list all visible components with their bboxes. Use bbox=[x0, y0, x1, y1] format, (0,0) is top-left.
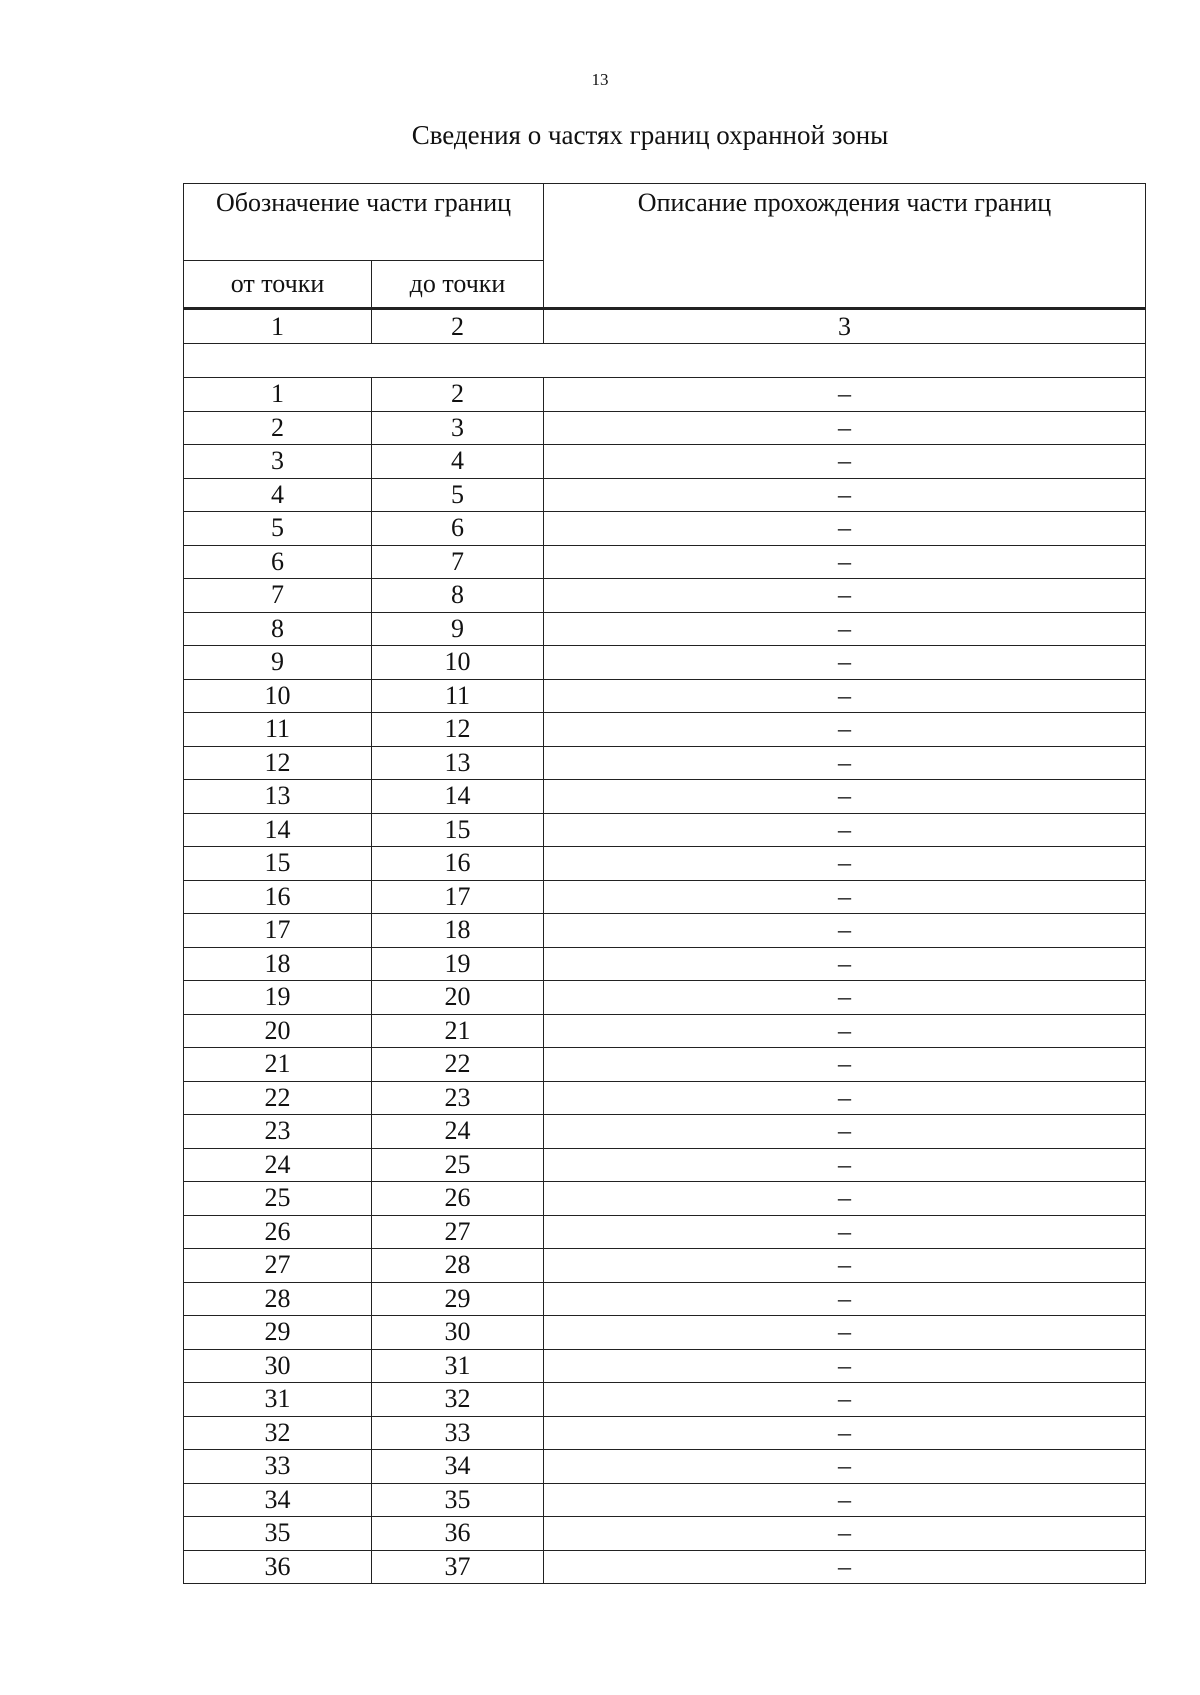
from-point-cell: 15 bbox=[184, 847, 372, 881]
from-point-cell: 28 bbox=[184, 1282, 372, 1316]
table-row bbox=[184, 1517, 1146, 1551]
from-point-cell: 4 bbox=[184, 478, 372, 512]
table-row bbox=[184, 411, 1146, 445]
from-point-cell: 25 bbox=[184, 1182, 372, 1216]
from-point-cell: 17 bbox=[184, 914, 372, 948]
table-row bbox=[184, 780, 1146, 814]
to-point-cell: 25 bbox=[372, 1148, 544, 1182]
description-cell: – bbox=[544, 445, 1146, 479]
to-point-cell: 3 bbox=[372, 411, 544, 445]
description-cell: – bbox=[544, 1483, 1146, 1517]
description-cell: – bbox=[544, 545, 1146, 579]
to-point-cell: 37 bbox=[372, 1550, 544, 1584]
description-cell: – bbox=[544, 746, 1146, 780]
to-point-cell: 35 bbox=[372, 1483, 544, 1517]
from-point-cell: 31 bbox=[184, 1383, 372, 1417]
table-row bbox=[184, 545, 1146, 579]
description-cell: – bbox=[544, 1081, 1146, 1115]
from-point-cell: 8 bbox=[184, 612, 372, 646]
from-point-cell: 3 bbox=[184, 445, 372, 479]
column-number: 1 bbox=[184, 309, 372, 344]
description-cell: – bbox=[544, 1349, 1146, 1383]
from-point-cell: 16 bbox=[184, 880, 372, 914]
to-point-cell: 16 bbox=[372, 847, 544, 881]
column-number-row bbox=[184, 309, 1146, 344]
table-row bbox=[184, 1014, 1146, 1048]
description-cell: – bbox=[544, 1282, 1146, 1316]
table-row bbox=[184, 813, 1146, 847]
to-point-cell: 15 bbox=[372, 813, 544, 847]
from-point-cell: 5 bbox=[184, 512, 372, 546]
to-point-cell: 31 bbox=[372, 1349, 544, 1383]
table-row bbox=[184, 713, 1146, 747]
from-point-cell: 14 bbox=[184, 813, 372, 847]
from-point-cell: 7 bbox=[184, 579, 372, 613]
description-cell: – bbox=[544, 780, 1146, 814]
table-row bbox=[184, 981, 1146, 1015]
table-row bbox=[184, 646, 1146, 680]
table-row bbox=[184, 512, 1146, 546]
from-point-cell: 32 bbox=[184, 1416, 372, 1450]
to-point-cell: 27 bbox=[372, 1215, 544, 1249]
description-cell: – bbox=[544, 1517, 1146, 1551]
from-point-cell: 23 bbox=[184, 1115, 372, 1149]
description-cell: – bbox=[544, 612, 1146, 646]
to-point-cell: 6 bbox=[372, 512, 544, 546]
table-row bbox=[184, 679, 1146, 713]
description-cell: – bbox=[544, 1383, 1146, 1417]
empty-cell bbox=[184, 344, 1146, 378]
description-cell: – bbox=[544, 880, 1146, 914]
from-point-cell: 30 bbox=[184, 1349, 372, 1383]
table-row bbox=[184, 378, 1146, 412]
from-point-cell: 22 bbox=[184, 1081, 372, 1115]
to-point-cell: 11 bbox=[372, 679, 544, 713]
table-row bbox=[184, 1383, 1146, 1417]
to-point-cell: 34 bbox=[372, 1450, 544, 1484]
description-cell: – bbox=[544, 1416, 1146, 1450]
description-cell: – bbox=[544, 646, 1146, 680]
to-point-cell: 18 bbox=[372, 914, 544, 948]
from-point-cell: 18 bbox=[184, 947, 372, 981]
to-point-cell: 7 bbox=[372, 545, 544, 579]
from-point-cell: 19 bbox=[184, 981, 372, 1015]
table-row bbox=[184, 914, 1146, 948]
header-to-point: до точки bbox=[372, 261, 544, 309]
document-title: Сведения о частях границ охранной зоны bbox=[411, 120, 889, 150]
from-point-cell: 12 bbox=[184, 746, 372, 780]
description-cell: – bbox=[544, 1316, 1146, 1350]
table-row bbox=[184, 847, 1146, 881]
to-point-cell: 22 bbox=[372, 1048, 544, 1082]
from-point-cell: 21 bbox=[184, 1048, 372, 1082]
description-cell: – bbox=[544, 981, 1146, 1015]
to-point-cell: 24 bbox=[372, 1115, 544, 1149]
description-cell: – bbox=[544, 1249, 1146, 1283]
table-row bbox=[184, 1282, 1146, 1316]
table-row bbox=[184, 746, 1146, 780]
description-cell: – bbox=[544, 478, 1146, 512]
description-cell: – bbox=[544, 847, 1146, 881]
description-cell: – bbox=[544, 512, 1146, 546]
table-row bbox=[184, 1349, 1146, 1383]
header-from-point: от точки bbox=[184, 261, 372, 309]
table-row bbox=[184, 478, 1146, 512]
table-row bbox=[184, 1115, 1146, 1149]
description-cell: – bbox=[544, 378, 1146, 412]
to-point-cell: 36 bbox=[372, 1517, 544, 1551]
to-point-cell: 8 bbox=[372, 579, 544, 613]
table-row bbox=[184, 1148, 1146, 1182]
table-row bbox=[184, 612, 1146, 646]
from-point-cell: 20 bbox=[184, 1014, 372, 1048]
from-point-cell: 35 bbox=[184, 1517, 372, 1551]
table-row bbox=[184, 880, 1146, 914]
table-row bbox=[184, 1316, 1146, 1350]
description-cell: – bbox=[544, 947, 1146, 981]
from-point-cell: 36 bbox=[184, 1550, 372, 1584]
from-point-cell: 11 bbox=[184, 713, 372, 747]
description-cell: – bbox=[544, 1450, 1146, 1484]
to-point-cell: 13 bbox=[372, 746, 544, 780]
table-row bbox=[184, 1550, 1146, 1584]
to-point-cell: 9 bbox=[372, 612, 544, 646]
from-point-cell: 13 bbox=[184, 780, 372, 814]
to-point-cell: 23 bbox=[372, 1081, 544, 1115]
description-cell: – bbox=[544, 1115, 1146, 1149]
to-point-cell: 4 bbox=[372, 445, 544, 479]
to-point-cell: 5 bbox=[372, 478, 544, 512]
to-point-cell: 19 bbox=[372, 947, 544, 981]
to-point-cell: 30 bbox=[372, 1316, 544, 1350]
description-cell: – bbox=[544, 579, 1146, 613]
to-point-cell: 32 bbox=[372, 1383, 544, 1417]
table-row bbox=[184, 1249, 1146, 1283]
boundary-parts-table bbox=[183, 183, 1146, 1584]
page-number: 13 bbox=[591, 70, 609, 89]
to-point-cell: 21 bbox=[372, 1014, 544, 1048]
column-number: 3 bbox=[544, 309, 1146, 344]
table-row bbox=[184, 1048, 1146, 1082]
from-point-cell: 27 bbox=[184, 1249, 372, 1283]
table-row bbox=[184, 1483, 1146, 1517]
empty-row bbox=[184, 344, 1146, 378]
from-point-cell: 29 bbox=[184, 1316, 372, 1350]
header-row bbox=[184, 184, 1146, 261]
from-point-cell: 2 bbox=[184, 411, 372, 445]
description-cell: – bbox=[544, 1215, 1146, 1249]
table-row bbox=[184, 1081, 1146, 1115]
table-row bbox=[184, 1215, 1146, 1249]
from-point-cell: 1 bbox=[184, 378, 372, 412]
from-point-cell: 34 bbox=[184, 1483, 372, 1517]
description-cell: – bbox=[544, 1048, 1146, 1082]
description-cell: – bbox=[544, 914, 1146, 948]
description-cell: – bbox=[544, 1148, 1146, 1182]
description-cell: – bbox=[544, 1014, 1146, 1048]
from-point-cell: 6 bbox=[184, 545, 372, 579]
from-point-cell: 26 bbox=[184, 1215, 372, 1249]
from-point-cell: 10 bbox=[184, 679, 372, 713]
from-point-cell: 9 bbox=[184, 646, 372, 680]
table-row bbox=[184, 1182, 1146, 1216]
table-row bbox=[184, 1450, 1146, 1484]
header-description: Описание прохождения части границ bbox=[544, 184, 1146, 309]
to-point-cell: 17 bbox=[372, 880, 544, 914]
to-point-cell: 29 bbox=[372, 1282, 544, 1316]
to-point-cell: 33 bbox=[372, 1416, 544, 1450]
to-point-cell: 20 bbox=[372, 981, 544, 1015]
description-cell: – bbox=[544, 1550, 1146, 1584]
from-point-cell: 24 bbox=[184, 1148, 372, 1182]
to-point-cell: 14 bbox=[372, 780, 544, 814]
description-cell: – bbox=[544, 1182, 1146, 1216]
from-point-cell: 33 bbox=[184, 1450, 372, 1484]
table-row bbox=[184, 947, 1146, 981]
to-point-cell: 2 bbox=[372, 378, 544, 412]
to-point-cell: 28 bbox=[372, 1249, 544, 1283]
description-cell: – bbox=[544, 679, 1146, 713]
description-cell: – bbox=[544, 713, 1146, 747]
table-row bbox=[184, 1416, 1146, 1450]
column-number: 2 bbox=[372, 309, 544, 344]
to-point-cell: 10 bbox=[372, 646, 544, 680]
description-cell: – bbox=[544, 813, 1146, 847]
table-row bbox=[184, 579, 1146, 613]
to-point-cell: 12 bbox=[372, 713, 544, 747]
table-row bbox=[184, 445, 1146, 479]
header-designation: Обозначение части границ bbox=[184, 184, 544, 261]
description-cell: – bbox=[544, 411, 1146, 445]
to-point-cell: 26 bbox=[372, 1182, 544, 1216]
